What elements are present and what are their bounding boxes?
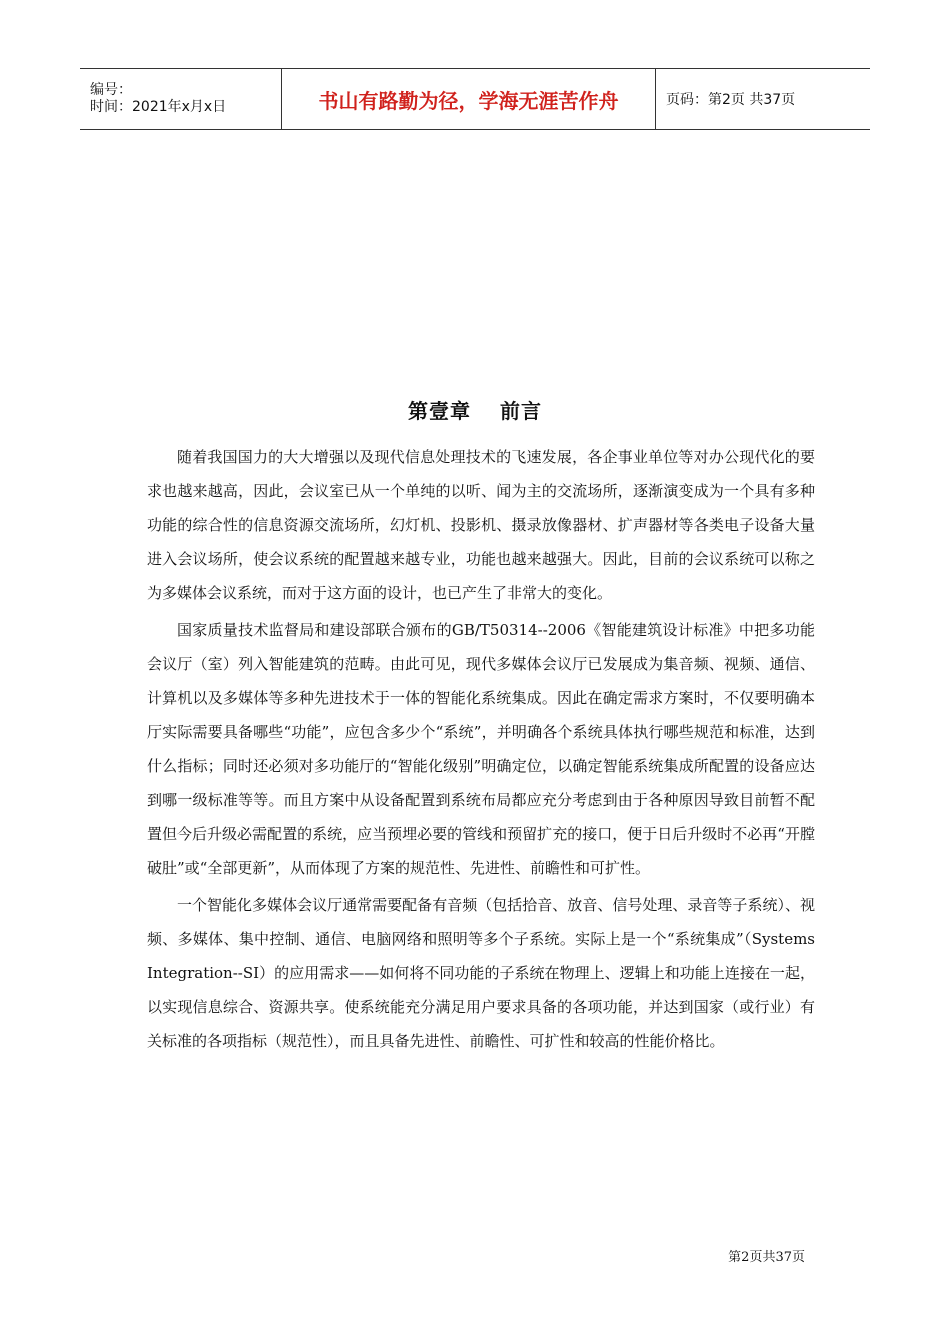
- header-page-cell: [656, 69, 870, 129]
- header-table: [80, 68, 870, 130]
- paragraph: 国家质量技术监督局和建设部联合颁布的GB/T50314--2006《智能建筑设计标准》中把多功能会议厅（室）列入智能建筑的范畴。由此可见，现代多媒体会议厅已发展成为集音频、视频、通信、计算机以及多媒体等多种先进技术于一体的智能化系统集成。因此在确定需求方案时，不仅要明确本厅实际需要具备哪些“功能”，应包含多少个“系统”，并明确各个系统具体执行哪些规范和标准，达到什么指标；同时还必须对多功能厅的“智能化级别”明确定位，以确定智能系统集成所配置的设备应达到哪一级标准等等。而且方案中从设备配置到系统布局都应充分考虑到由于各种原因导致目前暂不配置但今后升级必需配置的系统，应当预埋必要的管线和预留扩充的接口，便于日后升级时不必再“开膛破肚”或“全部更新”，从而体现了方案的规范性、先进性、前瞻性和可扩性。: [147, 621, 815, 877]
- body-text: [147, 440, 815, 1061]
- footer-page-number: 第2页共37页: [728, 1250, 805, 1265]
- paragraph: 一个智能化多媒体会议厅通常需要配备有音频（包括拾音、放音、信号处理、录音等子系统）、视频、多媒体、集中控制、通信、电脑网络和照明等多个子系统。实际上是一个“系统集成”（Systems Integration--SI）的应用需求——如何将不同功能的子系统在物理上、逻辑上和功能上连接在一起，以实现信息综合、资源共享。使系统能充分满足用户要求具备的各项功能，并达到国家（或行业）有关标准的各项指标（规范性），而且具备先进性、前瞻性、可扩性和较高的性能价格比。: [147, 896, 815, 1050]
- chapter-title: 第壹章 前言: [408, 399, 542, 423]
- document-number-label: 编号：: [90, 82, 132, 98]
- header-meta-cell: [80, 69, 282, 129]
- paragraph: 随着我国国力的大大增强以及现代信息处理技术的飞速发展，各企事业单位等对办公现代化的要求也越来越高，因此，会议室已从一个单纯的以听、闻为主的交流场所，逐渐演变成为一个具有多种功能的综合性的信息资源交流场所，幻灯机、投影机、摄录放像器材、扩声器材等各类电子设备大量进入会议场所，使会议系统的配置越来越专业，功能也越来越强大。因此，目前的会议系统可以称之为多媒体会议系统，而对于这方面的设计，也已产生了非常大的变化。: [147, 448, 815, 602]
- document-time-label: 时间：2021年x月x日: [90, 99, 227, 115]
- header-motto-cell: [282, 69, 656, 129]
- header-page-info: 页码：第2页 共37页: [666, 92, 796, 108]
- header-motto: 书山有路勤为径，学海无涯苦作舟: [318, 88, 619, 113]
